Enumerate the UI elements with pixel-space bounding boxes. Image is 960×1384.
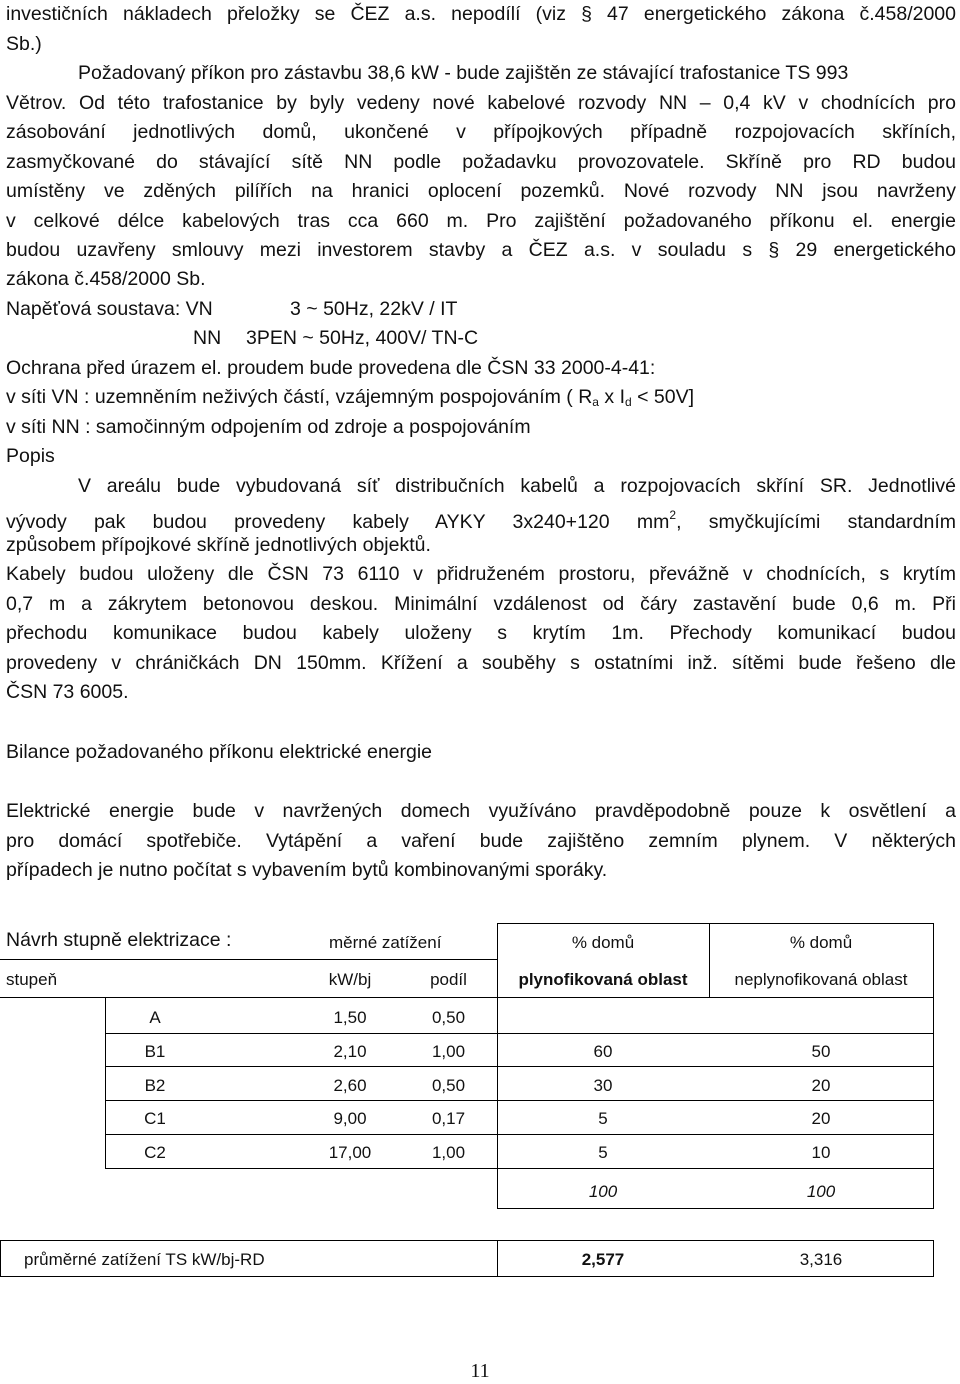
section-heading: Popis xyxy=(6,445,55,467)
text-line: Větrov. Od této trafostanice by byly vedeny nové kabelové rozvody NN – 0,4 kV v chodnících pro xyxy=(6,92,956,114)
avg-load-label: průměrné zatížení TS kW/bj-RD xyxy=(24,1250,265,1269)
text-line: zákona č.458/2000 Sb. xyxy=(6,268,206,290)
header-nongas-area: neplynofikovaná oblast xyxy=(734,970,908,989)
row-level: A xyxy=(149,1008,161,1027)
table-rule xyxy=(105,1066,934,1067)
table-rule xyxy=(497,1240,498,1276)
voltage-vn-value: 3 ~ 50Hz, 22kV / IT xyxy=(290,298,458,320)
row-gas: 60 xyxy=(593,1042,613,1061)
text-line: přechodu komunikace budou kabely uloženy s krytím 1m. Přechody komunikací budou xyxy=(6,622,956,644)
row-gas: 5 xyxy=(598,1109,608,1128)
text-line: umístěny ve zděných pilířích na hranici oplocení pozemků. Nové rozvody NN jsou navrženy xyxy=(6,180,956,202)
row-share: 0,17 xyxy=(431,1109,466,1128)
text-line: Elektrické energie bude v navržených domech využíváno pravděpodobně pouze k osvětlení a xyxy=(6,800,956,822)
table-rule xyxy=(0,1240,934,1241)
table-rule xyxy=(933,923,934,1208)
row-level: C2 xyxy=(144,1143,166,1162)
table-rule xyxy=(105,1100,934,1101)
voltage-vn-label: Napěťová soustava: VN xyxy=(6,298,213,320)
table-rule xyxy=(0,1240,1,1276)
text-line: provedeny v chráničkách DN 150mm. Křížení a souběhy s ostatními inž. sítěmi bude řešeno dle xyxy=(6,652,956,674)
table-rule xyxy=(0,1276,934,1277)
row-nongas: 20 xyxy=(811,1076,831,1095)
row-kw: 1,50 xyxy=(333,1008,367,1027)
text-line: ČSN 73 6005. xyxy=(6,681,129,703)
header-share: podíl xyxy=(430,970,467,989)
table-rule xyxy=(105,997,106,1168)
text-line: investičních nákladech přeložky se ČEZ a.s. nepodílí (viz § 47 energetického zákona č.458/2000 xyxy=(6,3,956,25)
table-rule xyxy=(105,1168,934,1169)
table-rule xyxy=(497,923,934,924)
header-pct-houses-nongas: % domů xyxy=(789,933,853,952)
row-share: 1,00 xyxy=(431,1143,466,1162)
header-gas-area: plynofikovaná oblast xyxy=(518,970,688,989)
table-rule xyxy=(933,1240,934,1276)
row-kw: 2,60 xyxy=(333,1076,367,1095)
table-rule xyxy=(0,959,497,960)
avg-load-gas: 2,577 xyxy=(581,1250,625,1269)
sum-nongas: 100 xyxy=(806,1182,836,1201)
text-line: v celkové délce kabelových tras cca 660 m. Pro zajištění požadovaného příkonu el. energie xyxy=(6,210,956,232)
text-line: budou uzavřeny smlouvy mezi investorem stavby a ČEZ a.s. v souladu s § 29 energetického xyxy=(6,239,956,261)
row-share: 0,50 xyxy=(431,1076,466,1095)
text-line: 0,7 m a zákrytem betonovou deskou. Minimální vzdálenost od čáry zastavění bude 0,6 m. Při xyxy=(6,593,956,615)
row-kw: 17,00 xyxy=(328,1143,372,1162)
text-line: pro domácí spotřebiče. Vytápění a vaření bude zajištěno zemním plynem. V některých xyxy=(6,830,956,852)
text-line: vývody pak budou provedeny kabely AYKY 3x240+120 $mm^2$, smyčkujícími standardním xyxy=(6,508,956,533)
table-rule xyxy=(0,997,934,998)
header-kw: kW/bj xyxy=(328,970,372,989)
row-share: 1,00 xyxy=(431,1042,466,1061)
sum-gas: 100 xyxy=(588,1182,618,1201)
avg-load-nongas: 3,316 xyxy=(799,1250,843,1269)
text-line: v síti NN : samočinným odpojením od zdroje a pospojováním xyxy=(6,416,531,438)
row-kw: 9,00 xyxy=(333,1109,367,1128)
row-gas: 30 xyxy=(593,1076,613,1095)
voltage-nn-value: 3PEN ~ 50Hz, 400V/ TN-C xyxy=(246,327,479,349)
row-level: B2 xyxy=(144,1076,166,1095)
table-rule xyxy=(105,1134,934,1135)
text-line: Kabely budou uloženy dle ČSN 73 6110 v přidruženém prostoru, převážně v chodnících, s krytím xyxy=(6,563,956,585)
row-level: B1 xyxy=(144,1042,166,1061)
text-line: V areálu bude vybudovaná síť distribučních kabelů a rozpojovacích skříní SR. Jednotlivé xyxy=(78,475,956,497)
row-kw: 2,10 xyxy=(333,1042,367,1061)
text-line: zásobování jednotlivých domů, ukončené v přípojkových případně rozpojovacích skříních, xyxy=(6,121,956,143)
text-line: Ochrana před úrazem el. proudem bude provedena dle ČSN 33 2000-4-41: xyxy=(6,357,656,379)
text-line: Sb.) xyxy=(6,33,42,55)
table-rule xyxy=(497,923,498,1208)
text-line: v síti VN : uzemněním neživých částí, vzájemným pospojováním ( $R_a$ x $I_d < 50V$] xyxy=(6,386,695,409)
header-specific-load: měrné zatížení xyxy=(329,933,442,952)
voltage-nn-label: NN xyxy=(193,327,222,349)
row-nongas: 20 xyxy=(811,1109,831,1128)
row-nongas: 10 xyxy=(811,1143,831,1162)
table-rule xyxy=(497,1208,934,1209)
table-rule xyxy=(709,923,710,997)
row-gas: 5 xyxy=(598,1143,608,1162)
text-line: způsobem přípojkové skříně jednotlivých objektů. xyxy=(6,534,431,556)
row-level: C1 xyxy=(144,1109,166,1128)
page-number: 11 xyxy=(470,1360,490,1382)
section-heading: Bilance požadovaného příkonu elektrické energie xyxy=(6,741,433,763)
table-rule xyxy=(105,1033,934,1034)
header-level: stupeň xyxy=(6,970,58,989)
text-line: případech je nutno počítat s vybavením bytů kombinovanými sporáky. xyxy=(6,859,608,881)
table-title: Návrh stupně elektrizace : xyxy=(6,929,232,951)
row-nongas: 50 xyxy=(811,1042,831,1061)
text-line: zasmyčkované do stávající sítě NN podle požadavku provozovatele. Skříně pro RD budou xyxy=(6,151,956,173)
header-pct-houses-gas: % domů xyxy=(571,933,635,952)
row-share: 0,50 xyxy=(431,1008,466,1027)
text-line: Požadovaný příkon pro zástavbu 38,6 kW - bude zajištěn ze stávající trafostanice TS 993 xyxy=(78,62,849,84)
